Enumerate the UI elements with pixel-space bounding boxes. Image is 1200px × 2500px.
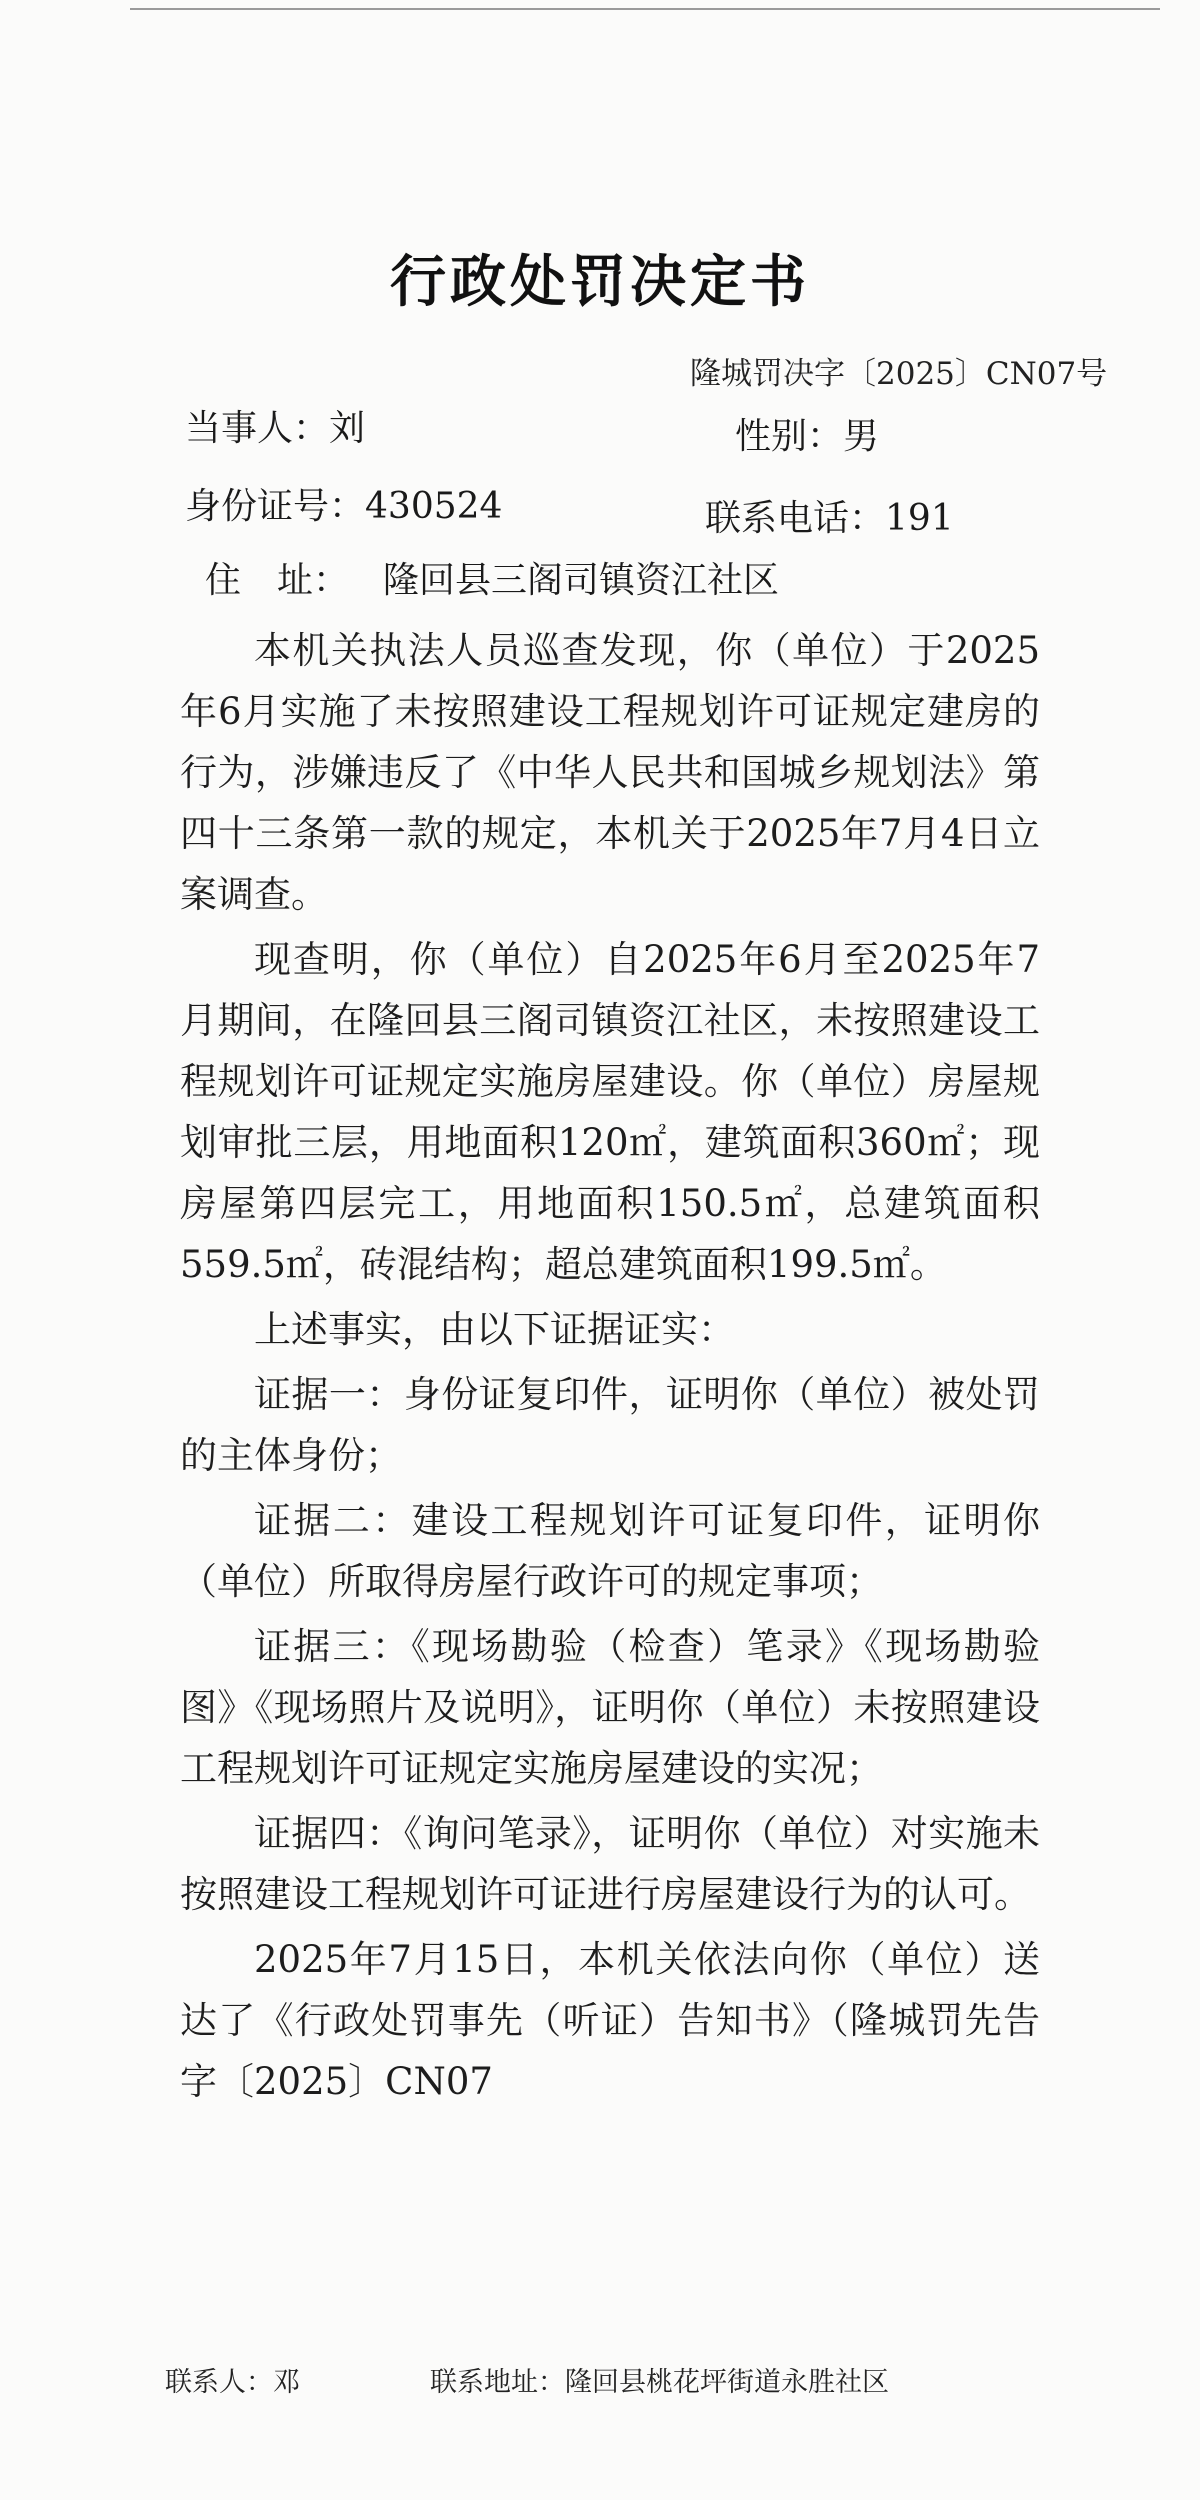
paragraph-evidence-1: 证据一：身份证复印件，证明你（单位）被处罚的主体身份； <box>180 1373 1040 1477</box>
paragraph-evidence-2: 证据二：建设工程规划许可证复印件，证明你（单位）所取得房屋行政许可的规定事项； <box>180 1499 1040 1603</box>
gender-value: 男 <box>843 416 880 457</box>
id-number-label: 身份证号： <box>185 486 366 527</box>
gender-label: 性别： <box>735 416 844 457</box>
paragraph-evidence-intro: 上述事实，由以下证据证实： <box>254 1308 735 1351</box>
document-body <box>180 620 1040 2112</box>
address-label: 住 址： <box>205 560 350 601</box>
gender-field <box>735 408 879 459</box>
paragraph-evidence-4: 证据四：《询问笔录》，证明你（单位）对实施未按照建设工程规划许可证进行房屋建设行为的认可。 <box>180 1812 1040 1916</box>
address-value: 隆回县三阁司镇资江社区 <box>383 560 780 601</box>
party-name-label: 当事人： <box>185 408 330 449</box>
paragraph-inspection: 本机关执法人员巡查发现，你（单位）于2025年6月实施了未按照建设工程规划许可证规定建房的行为，涉嫌违反了《中华人民共和国城乡规划法》第四十三条第一款的规定，本机关于2025年7月4日立案调查。 <box>180 629 1040 916</box>
top-border-line <box>130 8 1160 10</box>
id-number-field <box>185 478 502 529</box>
document-title: 行政处罚决定书 <box>390 249 810 315</box>
document-number: 隆城罚决字〔2025〕CN07号 <box>690 356 1108 392</box>
address-field <box>205 552 779 603</box>
footer-address: 联系地址：隆回县桃花坪街道永胜社区 <box>430 2367 889 2398</box>
id-number-value: 430524 <box>365 486 503 527</box>
paragraph-findings: 现查明，你（单位）自2025年6月至2025年7月期间，在隆回县三阁司镇资江社区，未按照建设工程规划许可证规定实施房屋建设。你（单位）房屋规划审批三层，用地面积120㎡，建筑面积360㎡；现房屋第四层完工，用地面积150.5㎡，总建筑面积559.5㎡，砖混结构；超总建筑面积199.5㎡。 <box>180 938 1040 1286</box>
paragraph-notice: 2025年7月15日，本机关依法向你（单位）送达了《行政处罚事先（听证）告知书》（隆城罚先告字〔2025〕CN07 <box>180 1938 1040 2103</box>
footer-contact: 联系人：邓 <box>165 2367 300 2398</box>
party-name-field <box>185 400 365 451</box>
paragraph-evidence-3: 证据三：《现场勘验（检查）笔录》《现场勘验图》《现场照片及说明》，证明你（单位）未按照建设工程规划许可证规定实施房屋建设的实况； <box>180 1625 1040 1790</box>
phone-field <box>705 490 954 541</box>
phone-value: 191 <box>885 498 954 539</box>
party-name-value: 刘 <box>329 408 366 449</box>
phone-label: 联系电话： <box>705 498 886 539</box>
